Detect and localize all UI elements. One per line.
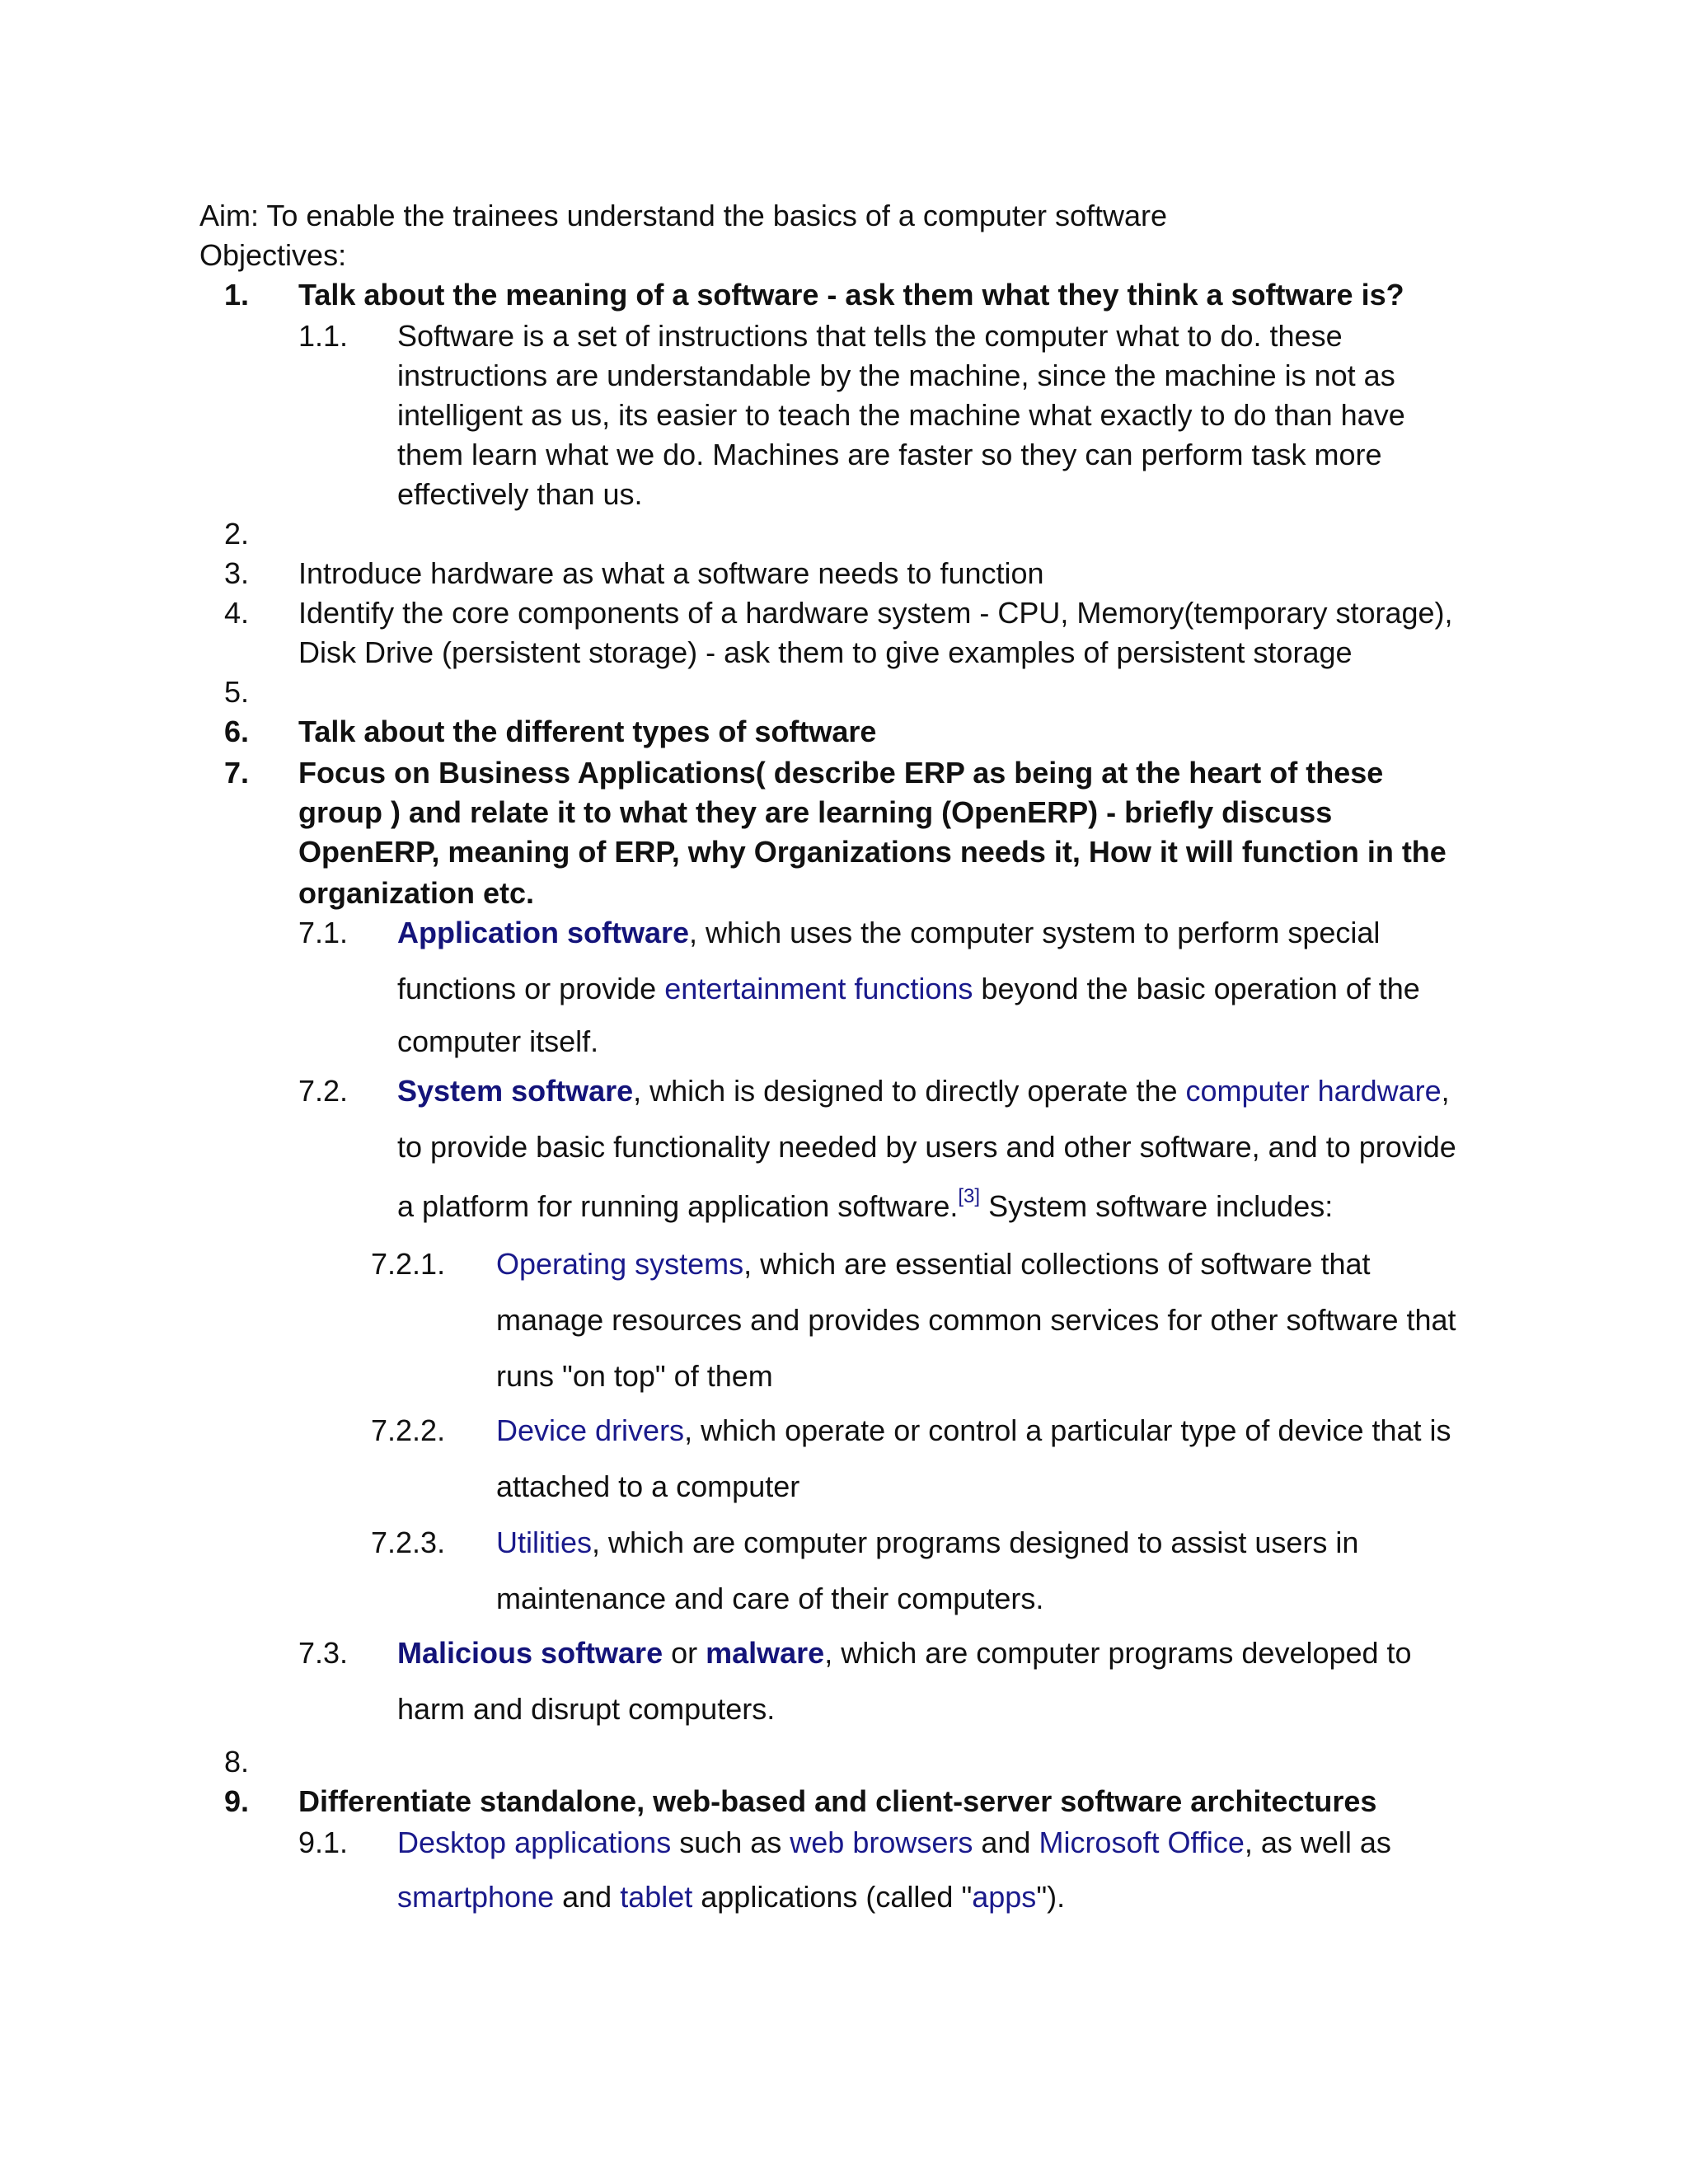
link-entertainment-functions[interactable]: entertainment functions: [664, 972, 973, 1005]
aim-line: Aim: To enable the trainees understand the basics of a computer software: [199, 199, 1168, 232]
text-run: , which is designed to directly operate the: [633, 1074, 1186, 1108]
item-text-line: [397, 1823, 1391, 1863]
objectives-label: Objectives:: [199, 238, 347, 272]
item-text-line: organization etc.: [298, 876, 535, 910]
item-number: 9.: [224, 1784, 250, 1818]
text-run: System software includes:: [980, 1189, 1334, 1223]
text-run: applications (called ": [692, 1880, 973, 1914]
link-apps[interactable]: apps: [972, 1880, 1037, 1914]
item-text-line: [397, 1877, 1065, 1917]
link-microsoft-office[interactable]: Microsoft Office: [1039, 1825, 1245, 1859]
link-smartphone[interactable]: smartphone: [397, 1880, 555, 1914]
item-text: Talk about the different types of software: [298, 715, 877, 748]
text-run: , which uses the computer system to perform special: [689, 916, 1381, 949]
link-operating-systems[interactable]: Operating systems: [496, 1247, 744, 1281]
text-run: , which operate or control a particular type of device that is: [684, 1413, 1451, 1447]
item-text-line: intelligent as us, its easier to teach the machine what exactly to do than have: [397, 398, 1405, 432]
item-number: 7.3.: [298, 1636, 349, 1670]
item-number: 9.1.: [298, 1825, 349, 1859]
text-run: , which are computer programs designed to assist users in: [592, 1526, 1359, 1559]
item-text-line: Software is a set of instructions that tells the computer what to do. these: [397, 319, 1343, 353]
link-malicious-software[interactable]: Malicious software: [397, 1636, 663, 1670]
item-text-line: [397, 913, 1380, 953]
item-text-line: computer itself.: [397, 1024, 599, 1058]
text-run: such as: [671, 1825, 790, 1859]
item-number: 4.: [224, 596, 250, 630]
text-run: ,: [1441, 1074, 1450, 1108]
item-text-line: them learn what we do. Machines are faster so they can perform task more: [397, 438, 1382, 471]
item-number: 7.2.3.: [371, 1526, 446, 1559]
reference-link-3[interactable]: [3]: [958, 1185, 981, 1207]
text-run: and: [973, 1825, 1039, 1859]
link-tablet[interactable]: tablet: [620, 1880, 693, 1914]
item-number: 7.2.: [298, 1074, 349, 1108]
item-text-line: runs "on top" of them: [496, 1359, 773, 1393]
text-run: , as well as: [1244, 1825, 1391, 1859]
text-run: ").: [1036, 1880, 1066, 1914]
item-text-line: [397, 1633, 1412, 1673]
item-text-line: [397, 1187, 1333, 1226]
link-application-software[interactable]: Application software: [397, 916, 690, 949]
item-number: 1.1.: [298, 319, 349, 353]
item-number: 7.1.: [298, 916, 349, 949]
item-text-line: Disk Drive (persistent storage) - ask them to give examples of persistent storage: [298, 635, 1353, 669]
item-text-line: [397, 969, 1420, 1009]
item-text-line: instructions are understandable by the machine, since the machine is not as: [397, 359, 1395, 392]
item-text-line: Focus on Business Applications( describe ERP as being at the heart of these: [298, 756, 1384, 790]
text-run: functions or provide: [397, 972, 665, 1005]
link-system-software[interactable]: System software: [397, 1074, 634, 1108]
text-run: , which are computer programs developed to: [824, 1636, 1412, 1670]
link-malware[interactable]: malware: [706, 1636, 825, 1670]
item-text-line: Identify the core components of a hardware system - CPU, Memory(temporary storage),: [298, 596, 1453, 630]
link-device-drivers[interactable]: Device drivers: [496, 1413, 685, 1447]
item-text: Differentiate standalone, web-based and client-server software architectures: [298, 1784, 1377, 1818]
item-text-line: manage resources and provides common services for other software that: [496, 1303, 1456, 1337]
link-computer-hardware[interactable]: computer hardware: [1185, 1074, 1442, 1108]
item-text-line: [496, 1523, 1358, 1563]
list-item-5-number: 5.: [224, 675, 250, 709]
item-text-line: [397, 1071, 1450, 1111]
link-desktop-applications[interactable]: Desktop applications: [397, 1825, 672, 1859]
item-number: 6.: [224, 715, 250, 748]
item-text-line: [496, 1244, 1371, 1284]
item-text-line: attached to a computer: [496, 1469, 800, 1503]
item-text-line: group ) and relate it to what they are learning (OpenERP) - briefly discuss: [298, 795, 1333, 829]
item-number: 7.: [224, 756, 250, 790]
link-utilities[interactable]: Utilities: [496, 1526, 593, 1559]
list-item-8-number: 8.: [224, 1745, 250, 1779]
text-run: , which are essential collections of software that: [743, 1247, 1371, 1281]
item-text: Talk about the meaning of a software - ask them what they think a software is?: [298, 278, 1404, 312]
item-number: 1.: [224, 278, 250, 312]
item-text-line: harm and disrupt computers.: [397, 1692, 776, 1726]
text-run: and: [554, 1880, 621, 1914]
text-run: or: [663, 1636, 706, 1670]
item-text-line: OpenERP, meaning of ERP, why Organizations needs it, How it will function in the: [298, 835, 1447, 869]
list-item-2-number: 2.: [224, 517, 250, 551]
item-text-line: to provide basic functionality needed by users and other software, and to provide: [397, 1130, 1456, 1164]
link-web-browsers[interactable]: web browsers: [790, 1825, 973, 1859]
item-text-line: [496, 1411, 1451, 1451]
item-number: 7.2.1.: [371, 1247, 446, 1281]
item-number: 3.: [224, 556, 250, 590]
item-text-line: maintenance and care of their computers.: [496, 1582, 1044, 1615]
text-run: beyond the basic operation of the: [973, 972, 1420, 1005]
item-text: Introduce hardware as what a software needs to function: [298, 556, 1044, 590]
item-text-line: effectively than us.: [397, 477, 643, 511]
text-run: a platform for running application software.: [397, 1189, 959, 1223]
item-number: 7.2.2.: [371, 1413, 446, 1447]
